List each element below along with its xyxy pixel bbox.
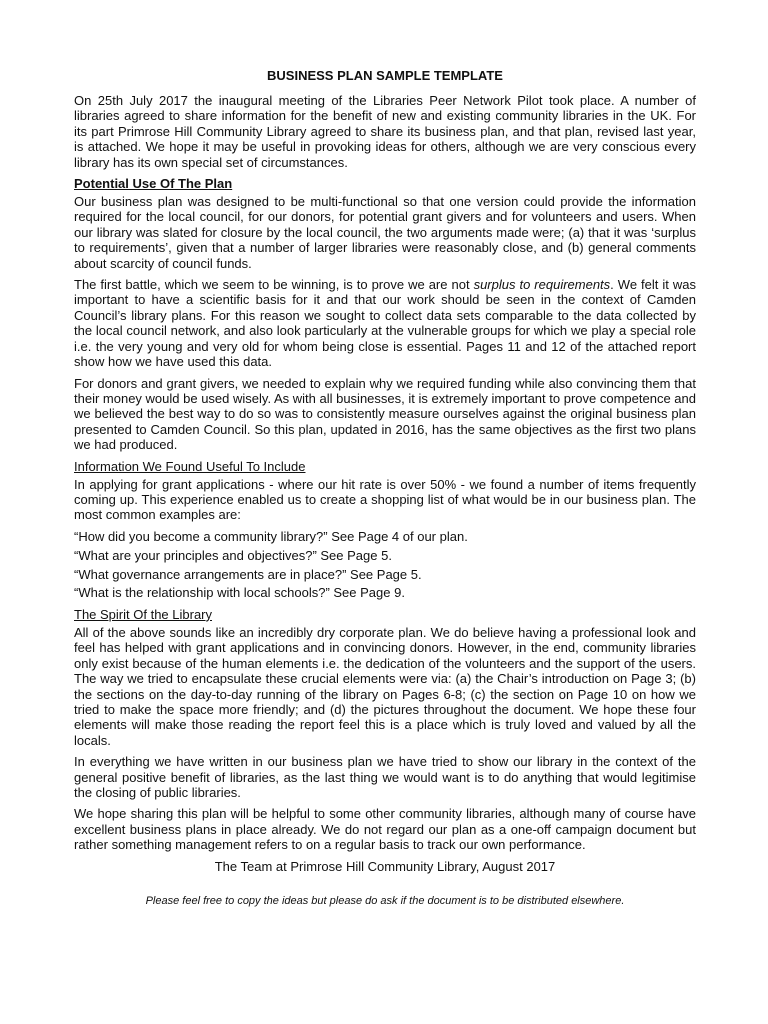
question-list xyxy=(74,529,696,601)
emphasis-text: surplus to requirements xyxy=(473,277,611,293)
signoff: The Team at Primrose Hill Community Library, August 2017 xyxy=(214,858,556,874)
intro-paragraph: On 25th July 2017 the inaugural meeting of the Libraries Peer Network Pilot took place. A number of libraries agreed to share information for the benefit of new and existing community libraries in the UK. For its part Primrose Hill Community Library agreed to share its business plan, and that plan, revised last year, is attached. We hope it may be useful in provoking ideas for others, although we are very conscious every library has its own special set of circumstances. xyxy=(74,93,696,170)
section-heading-spirit: The Spirit Of the Library xyxy=(74,606,212,622)
information-paragraph: In applying for grant applications - where our hit rate is over 50% - we found a number of items frequently coming up. This experience enabled us to create a shopping list of what would be in our business plan. The most common examples are: xyxy=(74,476,696,523)
spirit-paragraph-1: All of the above sounds like an incredibly dry corporate plan. We do believe having a professional look and feel has helped with grant applications and in convincing donors. However, in the end, community libraries only exist because of the human elements i.e. the dedication of the volunteers and the support of the users. The way we tried to encapsulate these crucial elements were via: (a) the Chair’s introduction on Page 3; (b) the sections on the day-to-day running of the library on Pages 6-8; (c) the section on Page 10 on how we tried to make the space more friendly; and (d) the pictures throughout the document. We hope these four elements will make those reading the report feel this is a place which is truly loved and valued by all the locals. xyxy=(74,624,696,748)
list-item: “What are your principles and objectives?” See Page 5. xyxy=(74,547,392,563)
footer-note: Please feel free to copy the ideas but please do ask if the document is to be distributed elsewhere. xyxy=(145,894,625,907)
paragraph-text: The first battle, which we seem to be winning, is to prove we are not xyxy=(74,277,474,293)
section-heading-information: Information We Found Useful To Include xyxy=(74,458,306,474)
paragraph-text: . We felt it was important to have a scientific basis for it and that our work should be seen in the context of Camden Council’s library plans. For this reason we sought to collect data sets comparable to the data collected by the local council network, and also look particularly at the vulnerable groups for which we play a special role i.e. the very young and very old for whom being close is essential. Pages 11 and 12 of the attached report show how we have used this data. xyxy=(74,277,696,370)
section-heading-potential-use: Potential Use Of The Plan xyxy=(74,176,233,192)
list-item: “What governance arrangements are in place?” See Page 5. xyxy=(74,566,422,582)
potential-use-paragraph-3: For donors and grant givers, we needed to explain why we required funding while also convincing them that their money would be used wisely. As with all businesses, it is extremely important to prove competence and we believed the best way to do so was to consistently measure ourselves against the original business plan presented to Camden Council. So this plan, updated in 2016, has the same objectives as the first two plans we had produced. xyxy=(74,375,696,453)
spirit-paragraph-3: We hope sharing this plan will be helpful to some other community libraries, although many of course have excellent business plans in place already. We do not regard our plan as a one-off campaign document but rather something management refers to on a regular basis to track our own performance. xyxy=(74,806,696,853)
potential-use-paragraph-1: Our business plan was designed to be multi-functional so that one version could provide the information required for the local council, for our donors, for potential grant givers and for volunteers and users. When our library was slated for closure by the local council, the two arguments made were; (a) that it was ‘surplus to requirements’, given that a number of larger libraries were reasonably close, and (b) general comments about scarcity of council funds. xyxy=(74,194,696,271)
list-item: “What is the relationship with local schools?” See Page 9. xyxy=(74,585,405,601)
document-page xyxy=(74,68,696,908)
spirit-paragraph-2: In everything we have written in our business plan we have tried to show our library in the context of the general positive benefit of libraries, as the last thing we would want is to do anything that would legitimise the closing of public libraries. xyxy=(74,754,696,800)
potential-use-paragraph-2 xyxy=(74,277,696,369)
page-title: BUSINESS PLAN SAMPLE TEMPLATE xyxy=(267,68,503,83)
list-item: “How did you become a community library?” See Page 4 of our plan. xyxy=(74,528,468,544)
